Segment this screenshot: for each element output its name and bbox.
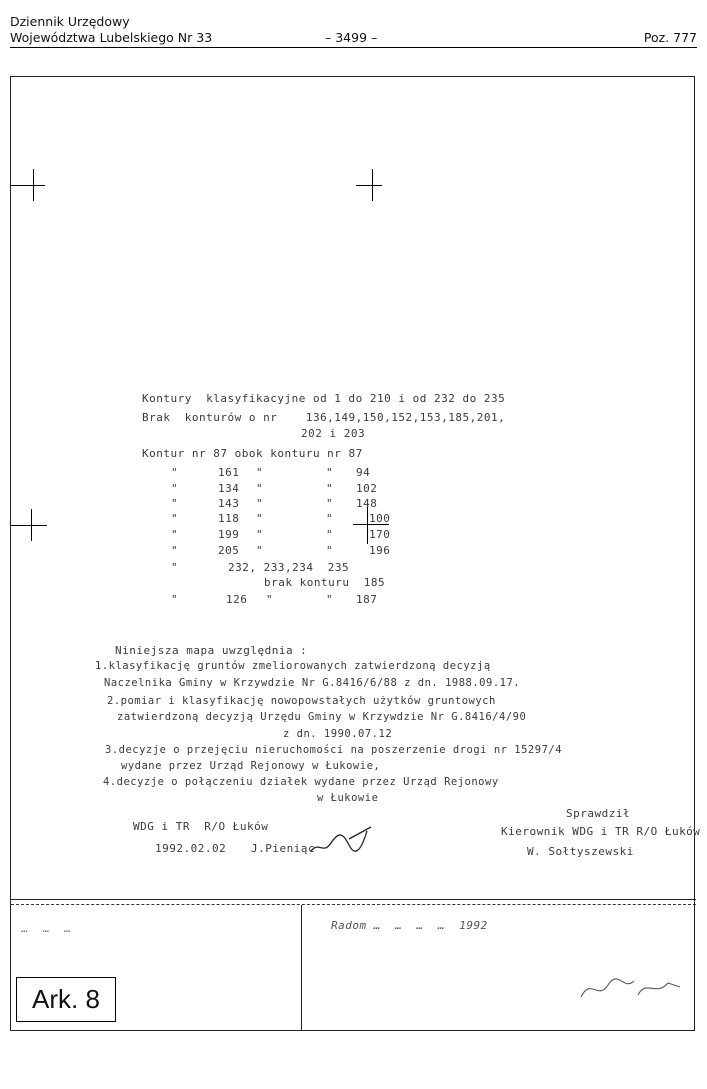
contours-line-3: 202 i 203 <box>301 427 366 440</box>
stamp-left-text: … … … <box>21 922 71 935</box>
table-row-ditto: " <box>171 497 179 510</box>
journal-title <box>10 14 212 46</box>
map-sheet-frame <box>10 76 701 1031</box>
checked-role: Kierownik WDG i TR R/O Łuków <box>501 825 701 838</box>
note-3a: 3.decyzje o przejęciu nieruchomości na poszerzenie drogi nr 15297/4 <box>105 744 563 756</box>
contours-line-2: Brak konturów o nr 136,149,150,152,153,185,201, <box>142 411 506 424</box>
checked-title: Sprawdził <box>566 807 631 820</box>
stamp-divider-top <box>11 899 696 900</box>
note-4a: 4.decyzje o połączeniu działek wydane przez Urząd Rejonowy <box>103 776 499 788</box>
note-4b: w Łukowie <box>317 792 379 804</box>
table-row-a: 161 <box>218 466 240 479</box>
table-row-ditto: " <box>171 561 179 574</box>
header-rule <box>10 47 697 48</box>
table-row-ditto: " <box>256 528 264 541</box>
table-row-ditto: " <box>256 482 264 495</box>
table-row-ditto: " <box>326 528 334 541</box>
map-author: J.Pieniąc <box>251 842 316 855</box>
table-row-a: 134 <box>218 482 240 495</box>
table-row-a: 118 <box>218 512 240 525</box>
position-number: Poz. 777 <box>643 30 697 45</box>
table-row-ditto: " <box>326 497 334 510</box>
table-row-extra: 232, 233,234 235 <box>228 561 350 574</box>
journal-title-line2: Województwa Lubelskiego Nr 33 <box>10 30 213 45</box>
contours-line-1: Kontury klasyfikacyjne od 1 do 210 i od 232 do 235 <box>142 392 506 405</box>
table-row-ditto: " <box>171 466 179 479</box>
note-1a: 1.klasyfikację gruntów zmeliorowanych zatwierdzoną decyzją <box>95 660 491 672</box>
table-row-ditto: " <box>326 466 334 479</box>
table-row-ditto: " <box>256 466 264 479</box>
stamp-dashed-rule <box>11 904 696 905</box>
table-row-ditto: " <box>171 482 179 495</box>
note-2b: zatwierdzoną decyzją Urzędu Gminy w Krzywdzie Nr G.8416/4/90 <box>117 711 527 723</box>
table-row-b: 148 <box>356 497 378 510</box>
table-row-b: 187 <box>356 593 378 606</box>
table-row-ditto: " <box>326 544 334 557</box>
checked-name: W. Sołtyszewski <box>527 845 634 858</box>
page-number: – 3499 – <box>325 30 378 45</box>
table-row-ditto: " <box>326 512 334 525</box>
table-row-b: 94 <box>356 466 371 479</box>
note-2c: z dn. 1990.07.12 <box>283 728 393 740</box>
table-row-brak: brak konturu 185 <box>264 576 386 589</box>
note-1b: Naczelnika Gminy w Krzywdzie Nr G.8416/6/88 z dn. 1988.09.17. <box>104 677 521 689</box>
table-row-a: 199 <box>218 528 240 541</box>
contours-line-4: Kontur nr 87 obok konturu nr 87 <box>142 447 363 460</box>
table-row-ditto: " <box>256 544 264 557</box>
table-row-a: 126 <box>226 593 248 606</box>
table-row-ditto: " <box>326 593 334 606</box>
office-label: WDG i TR R/O Łuków <box>133 820 269 833</box>
table-row-b: 102 <box>356 482 378 495</box>
table-row-a: 205 <box>218 544 240 557</box>
journal-title-line1: Dziennik Urzędowy <box>10 14 130 29</box>
map-date: 1992.02.02 <box>155 842 227 855</box>
table-row-ditto: " <box>256 512 264 525</box>
note-2a: 2.pomiar i klasyfikację nowopowstałych użytków gruntowych <box>107 695 496 707</box>
table-row-ditto: " <box>171 512 179 525</box>
table-row-b: 100 <box>369 512 391 525</box>
stamp-signature <box>576 967 686 1007</box>
table-row-b: 196 <box>369 544 391 557</box>
author-signature <box>309 821 379 861</box>
stamp-right-text: Radom … … … … 1992 <box>331 919 488 932</box>
table-row-ditto: " <box>266 593 274 606</box>
table-row-ditto: " <box>171 528 179 541</box>
table-row-ditto: " <box>256 497 264 510</box>
table-row-ditto: " <box>171 544 179 557</box>
table-row-ditto: " <box>326 482 334 495</box>
table-row-a: 143 <box>218 497 240 510</box>
stamp-divider-vertical <box>301 905 302 1030</box>
table-row-ditto: " <box>171 593 179 606</box>
sheet-number-label: Ark. 8 <box>16 977 116 1022</box>
note-3b: wydane przez Urząd Rejonowy w Łukowie, <box>121 760 381 772</box>
table-row-b: 170 <box>369 528 391 541</box>
notes-title: Niniejsza mapa uwzględnia : <box>115 644 308 657</box>
